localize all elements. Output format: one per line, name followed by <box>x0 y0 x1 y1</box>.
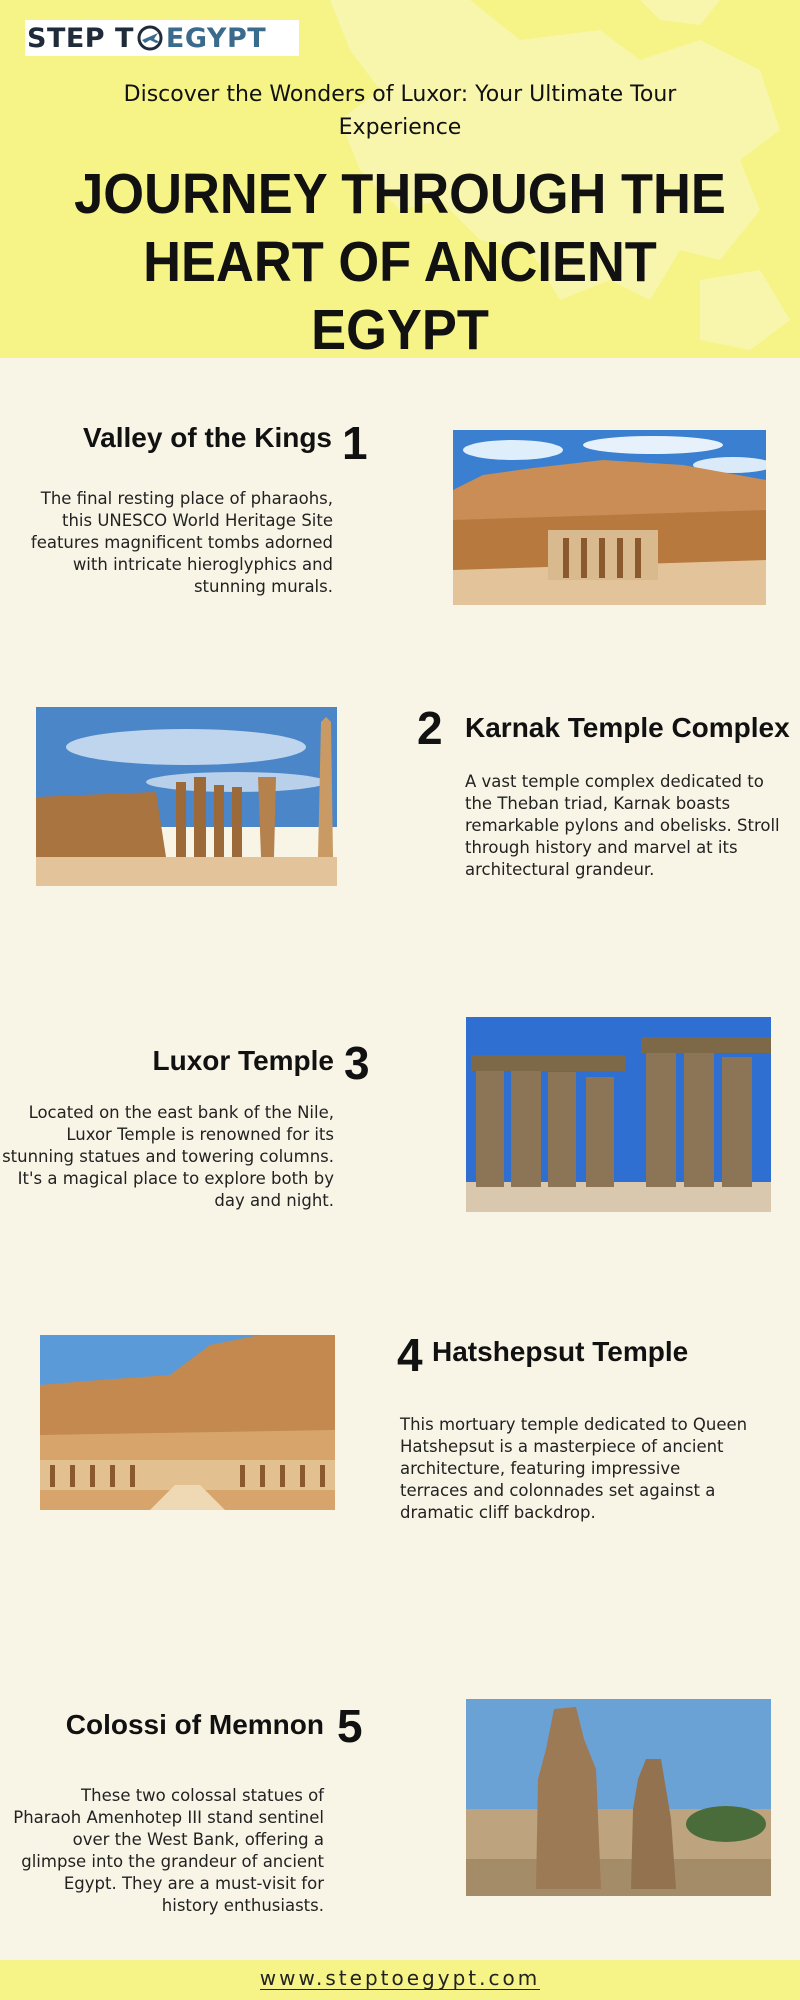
website-link[interactable]: www.steptoegypt.com <box>259 1966 541 1990</box>
section-5-title: Colossi of Memnon <box>65 1709 324 1740</box>
section-2-description: A vast temple complex dedicated to the Theban triad, Karnak boasts remarkable pylons and obelisks. Stroll through history and marvel at its architectural grandeur. <box>465 772 780 879</box>
step-to-egypt-logo[interactable] <box>25 20 299 56</box>
section-3-title: Luxor Temple <box>152 1045 334 1076</box>
karnak-temple-photo <box>36 707 337 886</box>
section-1-description: The final resting place of pharaohs, this UNESCO World Heritage Site features magnificent tombs adorned with intricate hieroglyphics and stunning murals. <box>30 489 333 596</box>
footer-bar <box>0 1960 800 2000</box>
section-4-number: 4 <box>397 1329 423 1381</box>
page-subtitle: Discover the Wonders of Luxor: Your Ultimate Tour Experience <box>123 82 677 140</box>
section-2-title: Karnak Temple Complex <box>465 712 790 743</box>
luxor-temple-photo <box>466 1017 771 1212</box>
hatshepsut-temple-photo <box>40 1335 335 1510</box>
section-4-description: This mortuary temple dedicated to Queen Hatshepsut is a masterpiece of ancient architecture, featuring impressive terraces and colonnades set against a dramatic cliff backdrop. <box>400 1415 748 1522</box>
section-3-description: Located on the east bank of the Nile, Luxor Temple is renowned for its stunning statues and towering columns. It's a magical place to explore both by day and night. <box>2 1103 334 1210</box>
page-headline: JOURNEY THROUGH THE HEART OF ANCIENT EGYPT <box>74 162 726 358</box>
section-4-title: Hatshepsut Temple <box>432 1336 689 1367</box>
valley-of-the-kings-photo <box>453 430 766 605</box>
section-5-description: These two colossal statues of Pharaoh Amenhotep III stand sentinel over the West Bank, offering a glimpse into the grandeur of ancient Egypt. They are a must-visit for history enthusiasts. <box>13 1786 324 1915</box>
colossi-of-memnon-photo <box>466 1699 771 1896</box>
logo-text-part2: EGYPT <box>165 22 267 54</box>
section-2-number: 2 <box>417 702 443 754</box>
section-3-number: 3 <box>344 1037 370 1089</box>
plane-globe-icon <box>136 24 164 52</box>
header-banner <box>0 0 800 358</box>
section-1-title: Valley of the Kings <box>83 422 332 453</box>
section-1-number: 1 <box>342 417 368 469</box>
section-5-number: 5 <box>337 1700 363 1752</box>
logo-text-part1: STEP T <box>27 22 134 54</box>
